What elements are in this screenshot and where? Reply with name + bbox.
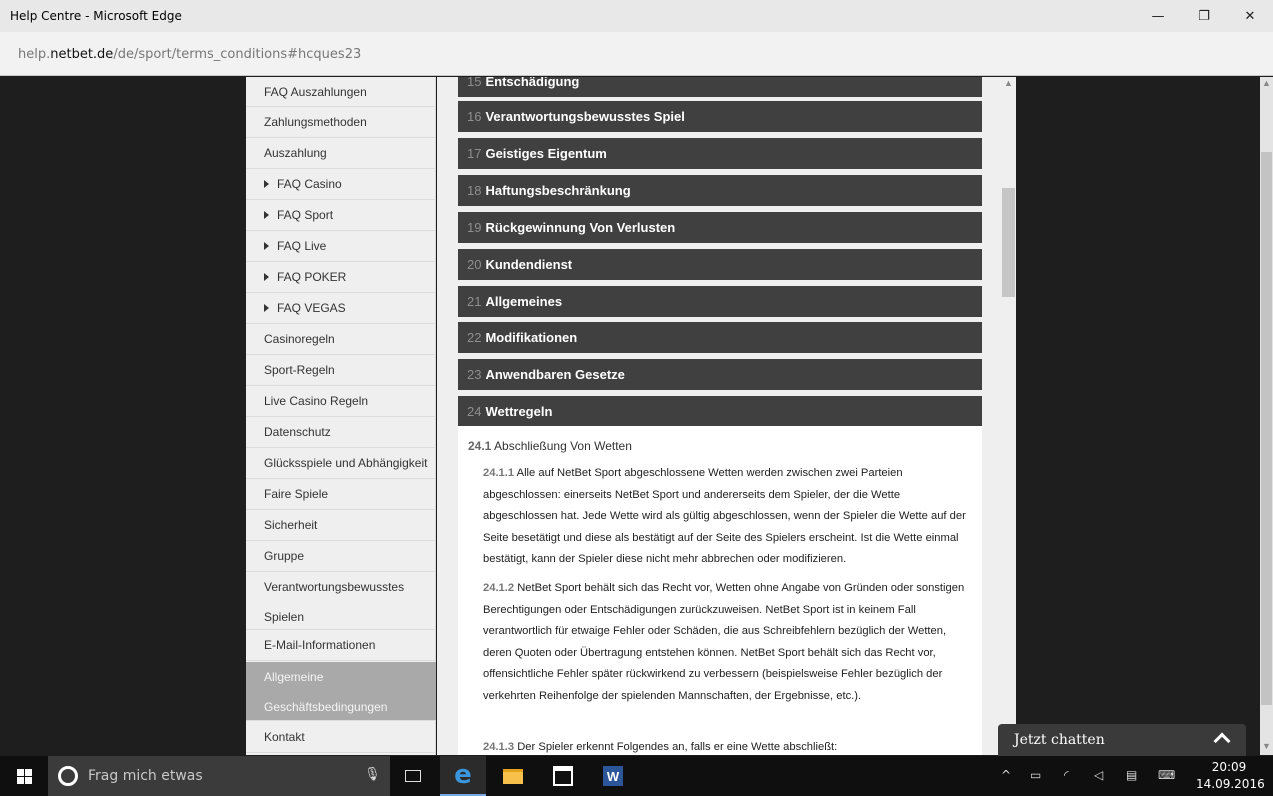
edge-icon: e bbox=[454, 760, 472, 790]
clock-date: 14.09.2016 bbox=[1196, 777, 1265, 791]
url-text[interactable] bbox=[18, 47, 361, 62]
sidebar-item-label: FAQ VEGAS bbox=[277, 301, 346, 315]
sidebar-item-label: Faire Spiele bbox=[264, 487, 329, 501]
taskbar-clock[interactable] bbox=[1196, 759, 1265, 793]
section-number: 16 bbox=[467, 109, 482, 124]
web-page bbox=[0, 77, 1273, 755]
scroll-up-icon[interactable]: ▲ bbox=[1262, 78, 1271, 88]
section-header[interactable] bbox=[458, 175, 982, 206]
section-number: 20 bbox=[467, 257, 482, 272]
sidebar-item-zahlungsmethoden[interactable] bbox=[246, 107, 436, 138]
clock-time: 20:09 bbox=[1211, 760, 1247, 774]
section-header[interactable] bbox=[458, 286, 982, 317]
sidebar-item-live-casino-regeln[interactable] bbox=[246, 386, 436, 417]
sidebar-item-label: Sicherheit bbox=[264, 518, 318, 532]
section-title: Wettregeln bbox=[485, 404, 553, 419]
sidebar-item-label: Verantwortungsbewusstes bbox=[264, 580, 405, 594]
battery-icon[interactable]: ▭ bbox=[1030, 768, 1042, 782]
taskbar-edge[interactable] bbox=[440, 756, 486, 796]
section-header[interactable] bbox=[458, 249, 982, 280]
search-placeholder: Frag mich etwas bbox=[88, 768, 203, 784]
windows-taskbar bbox=[0, 756, 1273, 796]
sidebar-item-label: Gruppe bbox=[264, 549, 305, 563]
minimize-button[interactable]: — bbox=[1151, 8, 1165, 24]
sidebar-item-label-line2: Geschäftsbedingungen bbox=[264, 700, 388, 714]
microphone-icon[interactable]: 🎙 bbox=[364, 766, 381, 781]
chat-widget[interactable] bbox=[998, 724, 1246, 758]
section-title: Kundendienst bbox=[485, 257, 573, 272]
scroll-up-icon[interactable]: ▲ bbox=[1004, 78, 1013, 88]
windows-logo-icon bbox=[17, 769, 32, 784]
close-button[interactable]: ✕ bbox=[1244, 8, 1256, 24]
paragraph bbox=[483, 578, 973, 707]
paragraph-text: Der Spieler erkennt Folgendes an, falls er eine Wette abschließt: bbox=[517, 741, 838, 753]
section-title: Geistiges Eigentum bbox=[485, 146, 607, 161]
section-header[interactable] bbox=[458, 77, 982, 97]
sidebar-item-sicherheit[interactable] bbox=[246, 510, 436, 541]
url-host-domain: netbet.de bbox=[50, 47, 114, 62]
sidebar-item-gluecksspiele[interactable] bbox=[246, 448, 436, 479]
task-view-button[interactable] bbox=[390, 756, 436, 796]
window-title: Help Centre - Microsoft Edge bbox=[10, 9, 182, 23]
sidebar-item-label: Sport-Regeln bbox=[264, 363, 335, 377]
sidebar-item-label: Kontakt bbox=[264, 730, 305, 744]
sidebar-item-sport-regeln[interactable] bbox=[246, 355, 436, 386]
caret-right-icon bbox=[264, 180, 269, 188]
url-host-prefix: help. bbox=[18, 47, 51, 62]
maximize-button[interactable]: ❐ bbox=[1198, 8, 1210, 24]
sidebar-item-gruppe[interactable] bbox=[246, 541, 436, 572]
sidebar-item-label: FAQ Sport bbox=[277, 208, 334, 222]
subsection-heading bbox=[468, 439, 632, 453]
sidebar-item-faq-sport[interactable] bbox=[246, 200, 436, 231]
caret-right-icon bbox=[264, 273, 269, 281]
sidebar-item-label: E-Mail-Informationen bbox=[264, 638, 376, 652]
sidebar-item-label: Zahlungsmethoden bbox=[264, 115, 367, 129]
scroll-down-icon[interactable]: ▼ bbox=[1262, 741, 1271, 751]
sidebar-item-label: FAQ Casino bbox=[277, 177, 342, 191]
section-header[interactable] bbox=[458, 212, 982, 243]
help-sidebar bbox=[246, 77, 436, 755]
taskbar-store[interactable] bbox=[540, 756, 586, 796]
sidebar-item-agb[interactable] bbox=[246, 662, 436, 721]
section-number: 22 bbox=[467, 330, 482, 345]
section-body bbox=[458, 426, 982, 755]
address-bar[interactable] bbox=[0, 32, 1273, 76]
tray-expand-icon[interactable]: ^ bbox=[1001, 768, 1012, 782]
sidebar-item-label: FAQ Auszahlungen bbox=[264, 85, 367, 99]
paragraph-text: Alle auf NetBet Sport abgeschlossene Wetten werden zwischen zwei Parteien abgeschlossen: einerseits NetBet Sport und andererseits dem Spieler, der die Wette abgeschlossen hat. Jede Wette wird als gültig abgeschlossen, wenn der Spieler die Wette auf der Seite besetätigt und diese als bestätigt auf der Seite des Spielers erscheint. Ist die Wette einmal bestätigt, kann der Spieler diese nicht mehr abbrechen oder modifizieren. bbox=[483, 467, 966, 565]
content-scrollbar[interactable] bbox=[1001, 77, 1016, 755]
sidebar-item-faq-poker[interactable] bbox=[246, 262, 436, 293]
sidebar-item-label: Glücksspiele und Abhängigkeit bbox=[264, 456, 428, 470]
word-icon: W bbox=[603, 766, 623, 786]
sidebar-item-faq-casino[interactable] bbox=[246, 169, 436, 200]
paragraph-number: 24.1.2 bbox=[483, 582, 515, 594]
section-header[interactable] bbox=[458, 322, 982, 353]
task-view-icon bbox=[405, 770, 421, 782]
keyboard-icon[interactable]: ⌨ bbox=[1158, 768, 1176, 782]
caret-right-icon bbox=[264, 242, 269, 250]
subsection-number: 24.1 bbox=[468, 439, 492, 453]
wifi-icon[interactable]: ◜ bbox=[1064, 768, 1069, 782]
page-scrollbar[interactable] bbox=[1260, 77, 1273, 755]
chat-label: Jetzt chatten bbox=[1014, 732, 1105, 748]
chevron-up-icon[interactable] bbox=[1214, 733, 1231, 750]
section-number: 18 bbox=[467, 183, 482, 198]
cortana-search-box[interactable] bbox=[48, 756, 390, 796]
sidebar-item-label: Datenschutz bbox=[264, 425, 331, 439]
section-header[interactable] bbox=[458, 138, 982, 169]
sidebar-item-label: FAQ Live bbox=[277, 239, 327, 253]
sidebar-item-datenschutz[interactable] bbox=[246, 417, 436, 448]
sidebar-item-label: FAQ POKER bbox=[277, 270, 347, 284]
section-header[interactable] bbox=[458, 101, 982, 132]
section-header-active[interactable] bbox=[458, 396, 982, 427]
sidebar-item-verantwortungsbewusstes-spielen[interactable] bbox=[246, 572, 436, 630]
url-path: /de/sport/terms_conditions#hcques23 bbox=[113, 47, 362, 62]
section-title: Verantwortungsbewusstes Spiel bbox=[485, 109, 685, 124]
window-title-bar bbox=[0, 0, 1273, 32]
sidebar-item-casinoregeln[interactable] bbox=[246, 324, 436, 355]
subsection-title: Abschließung Von Wetten bbox=[494, 439, 632, 453]
section-title: Haftungsbeschränkung bbox=[485, 183, 631, 198]
cortana-icon bbox=[58, 766, 78, 786]
section-title: Anwendbaren Gesetze bbox=[485, 367, 625, 382]
sidebar-item-label: Casinoregeln bbox=[264, 332, 335, 346]
sidebar-item-faq-live[interactable] bbox=[246, 231, 436, 262]
paragraph-number: 24.1.1 bbox=[483, 467, 515, 479]
section-title: Rückgewinnung Von Verlusten bbox=[485, 220, 676, 235]
section-number: 17 bbox=[467, 146, 482, 161]
sidebar-item-email-informationen[interactable] bbox=[246, 630, 436, 661]
sidebar-item-label: Auszahlung bbox=[264, 146, 327, 160]
section-header[interactable] bbox=[458, 359, 982, 390]
start-button[interactable] bbox=[0, 756, 48, 796]
page-left-margin bbox=[0, 77, 246, 755]
section-number: 19 bbox=[467, 220, 482, 235]
scrollbar-thumb[interactable] bbox=[1002, 188, 1015, 297]
paragraph bbox=[483, 737, 973, 755]
scrollbar-thumb[interactable] bbox=[1261, 152, 1272, 705]
section-title: Entschädigung bbox=[485, 77, 580, 89]
sidebar-item-label: Allgemeine bbox=[264, 670, 324, 684]
section-number: 15 bbox=[467, 77, 482, 89]
sidebar-item-label-line2: Spielen bbox=[264, 610, 305, 624]
sidebar-item-label: Live Casino Regeln bbox=[264, 394, 369, 408]
taskbar-file-explorer[interactable] bbox=[490, 756, 536, 796]
sidebar-item-faire-spiele[interactable] bbox=[246, 479, 436, 510]
folder-icon bbox=[503, 769, 523, 784]
sidebar-item-kontakt[interactable] bbox=[246, 722, 436, 753]
sidebar-item-faq-vegas[interactable] bbox=[246, 293, 436, 324]
section-number: 21 bbox=[467, 294, 482, 309]
paragraph-number: 24.1.3 bbox=[483, 741, 515, 753]
action-center-icon[interactable]: ▤ bbox=[1126, 768, 1138, 782]
sidebar-item-auszahlung[interactable] bbox=[246, 138, 436, 169]
sidebar-item-faq-auszahlungen[interactable] bbox=[246, 77, 436, 107]
section-number: 23 bbox=[467, 367, 482, 382]
caret-right-icon bbox=[264, 304, 269, 312]
caret-right-icon bbox=[264, 211, 269, 219]
taskbar-word[interactable] bbox=[590, 756, 636, 796]
section-title: Allgemeines bbox=[485, 294, 563, 309]
paragraph bbox=[483, 463, 973, 571]
page-right-margin bbox=[1016, 77, 1260, 755]
paragraph-text: NetBet Sport behält sich das Recht vor, Wetten ohne Angabe von Gründen oder sonstigen Berechtigungen oder Entschädigungen zurückzuweisen. NetBet Sport ist in keinem Fall verantwortlich für etwaige Fehler oder Schäden, die aus Schreibfehlern bezüglich der Wetten, deren Quoten oder Übertragung entstehen können. NetBet Sport behält sich das Recht vor, offensichtliche Fehler später rückwirkend zu verbessern (beispielsweise Fehler bezüglich der verkehrten Reihenfolge der spielenden Mannschaften, der Ergebnisse, etc.). bbox=[483, 582, 965, 702]
store-bag-icon bbox=[553, 766, 573, 786]
section-number: 24 bbox=[467, 404, 482, 419]
terms-content bbox=[437, 77, 1003, 755]
section-title: Modifikationen bbox=[485, 330, 578, 345]
volume-icon[interactable]: ◁ bbox=[1094, 768, 1104, 782]
